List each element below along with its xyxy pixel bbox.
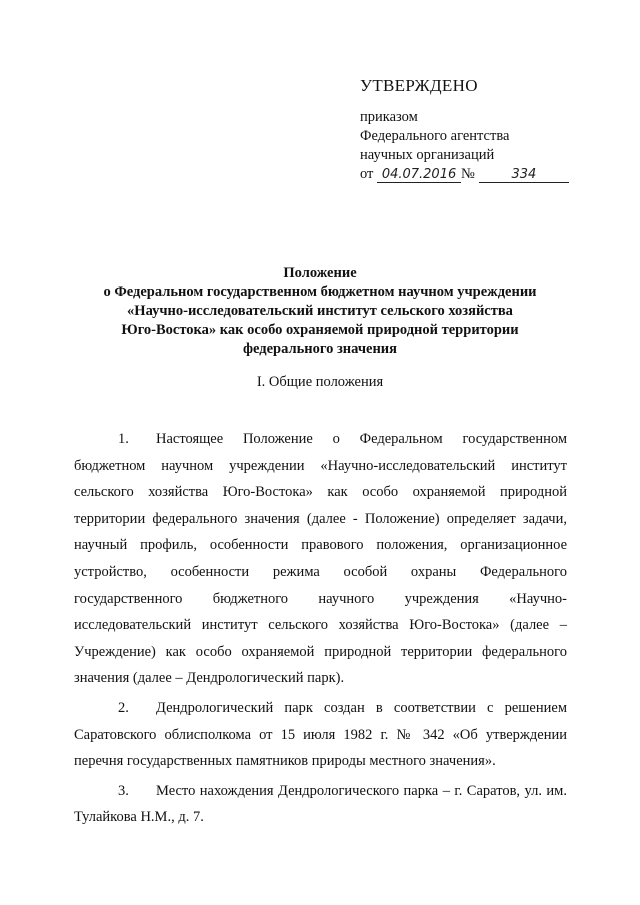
title-line-4: Юго-Востока» как особо охраняемой природной территории <box>121 322 519 338</box>
paragraph-text: Настоящее Положение о Федеральном государственном бюджетном научном учреждении «Научно-исследовательский институт сельского хозяйства Юго-Востока» как особо охраняемой природной территории федерального значения (далее - Положение) определяет задачи, научный профиль, особенности правового положения, организационное устройство, особенности режима особой охраны Федерального государственного бюджетного научного учреждения «Научно-исследовательский институт сельского хозяйства Юго-Востока» (далее – Учреждение) как особо охраняемой природной территории федерального значения (далее – Дендрологический парк). <box>74 431 567 687</box>
handwritten-number: 334 <box>479 168 569 183</box>
paragraph-1 <box>74 426 567 692</box>
paragraph-text: Дендрологический парк создан в соответствии с решением Саратовского облисполкома от 15 июля 1982 г. № 342 «Об утверждении перечня государственных памятников природы местного значения». <box>74 699 567 770</box>
number-sign: № <box>461 166 475 182</box>
paragraph-number: 1. <box>118 431 129 447</box>
title-line-2: о Федеральном государственном бюджетном научном учреждении <box>103 284 537 300</box>
paragraph-number: 2. <box>118 699 129 716</box>
approval-date-line <box>360 165 569 184</box>
paragraph-number: 3. <box>118 782 129 799</box>
section-heading: I. Общие положения <box>256 374 384 390</box>
document-title <box>60 264 580 359</box>
title-line-5: федерального значения <box>242 341 397 357</box>
approval-line-agency: Федерального агентства <box>360 128 510 144</box>
paragraph-3 <box>74 778 567 831</box>
approval-line-organizations: научных организаций <box>360 147 495 163</box>
approval-line-order: приказом <box>360 109 418 125</box>
paragraph-text: Место нахождения Дендрологического парка – г. Саратов, ул. им. Тулайкова Н.М., д. 7. <box>74 782 567 826</box>
approval-block <box>360 76 569 184</box>
handwritten-date: 04.07.2016 <box>377 168 461 183</box>
approval-heading: УТВЕРЖДЕНО <box>360 76 478 95</box>
document-body <box>74 426 567 834</box>
date-prefix: от <box>360 166 374 182</box>
paragraph-2 <box>74 695 567 775</box>
title-line-3: «Научно-исследовательский институт сельского хозяйства <box>127 303 513 319</box>
title-line-1: Положение <box>283 265 357 281</box>
